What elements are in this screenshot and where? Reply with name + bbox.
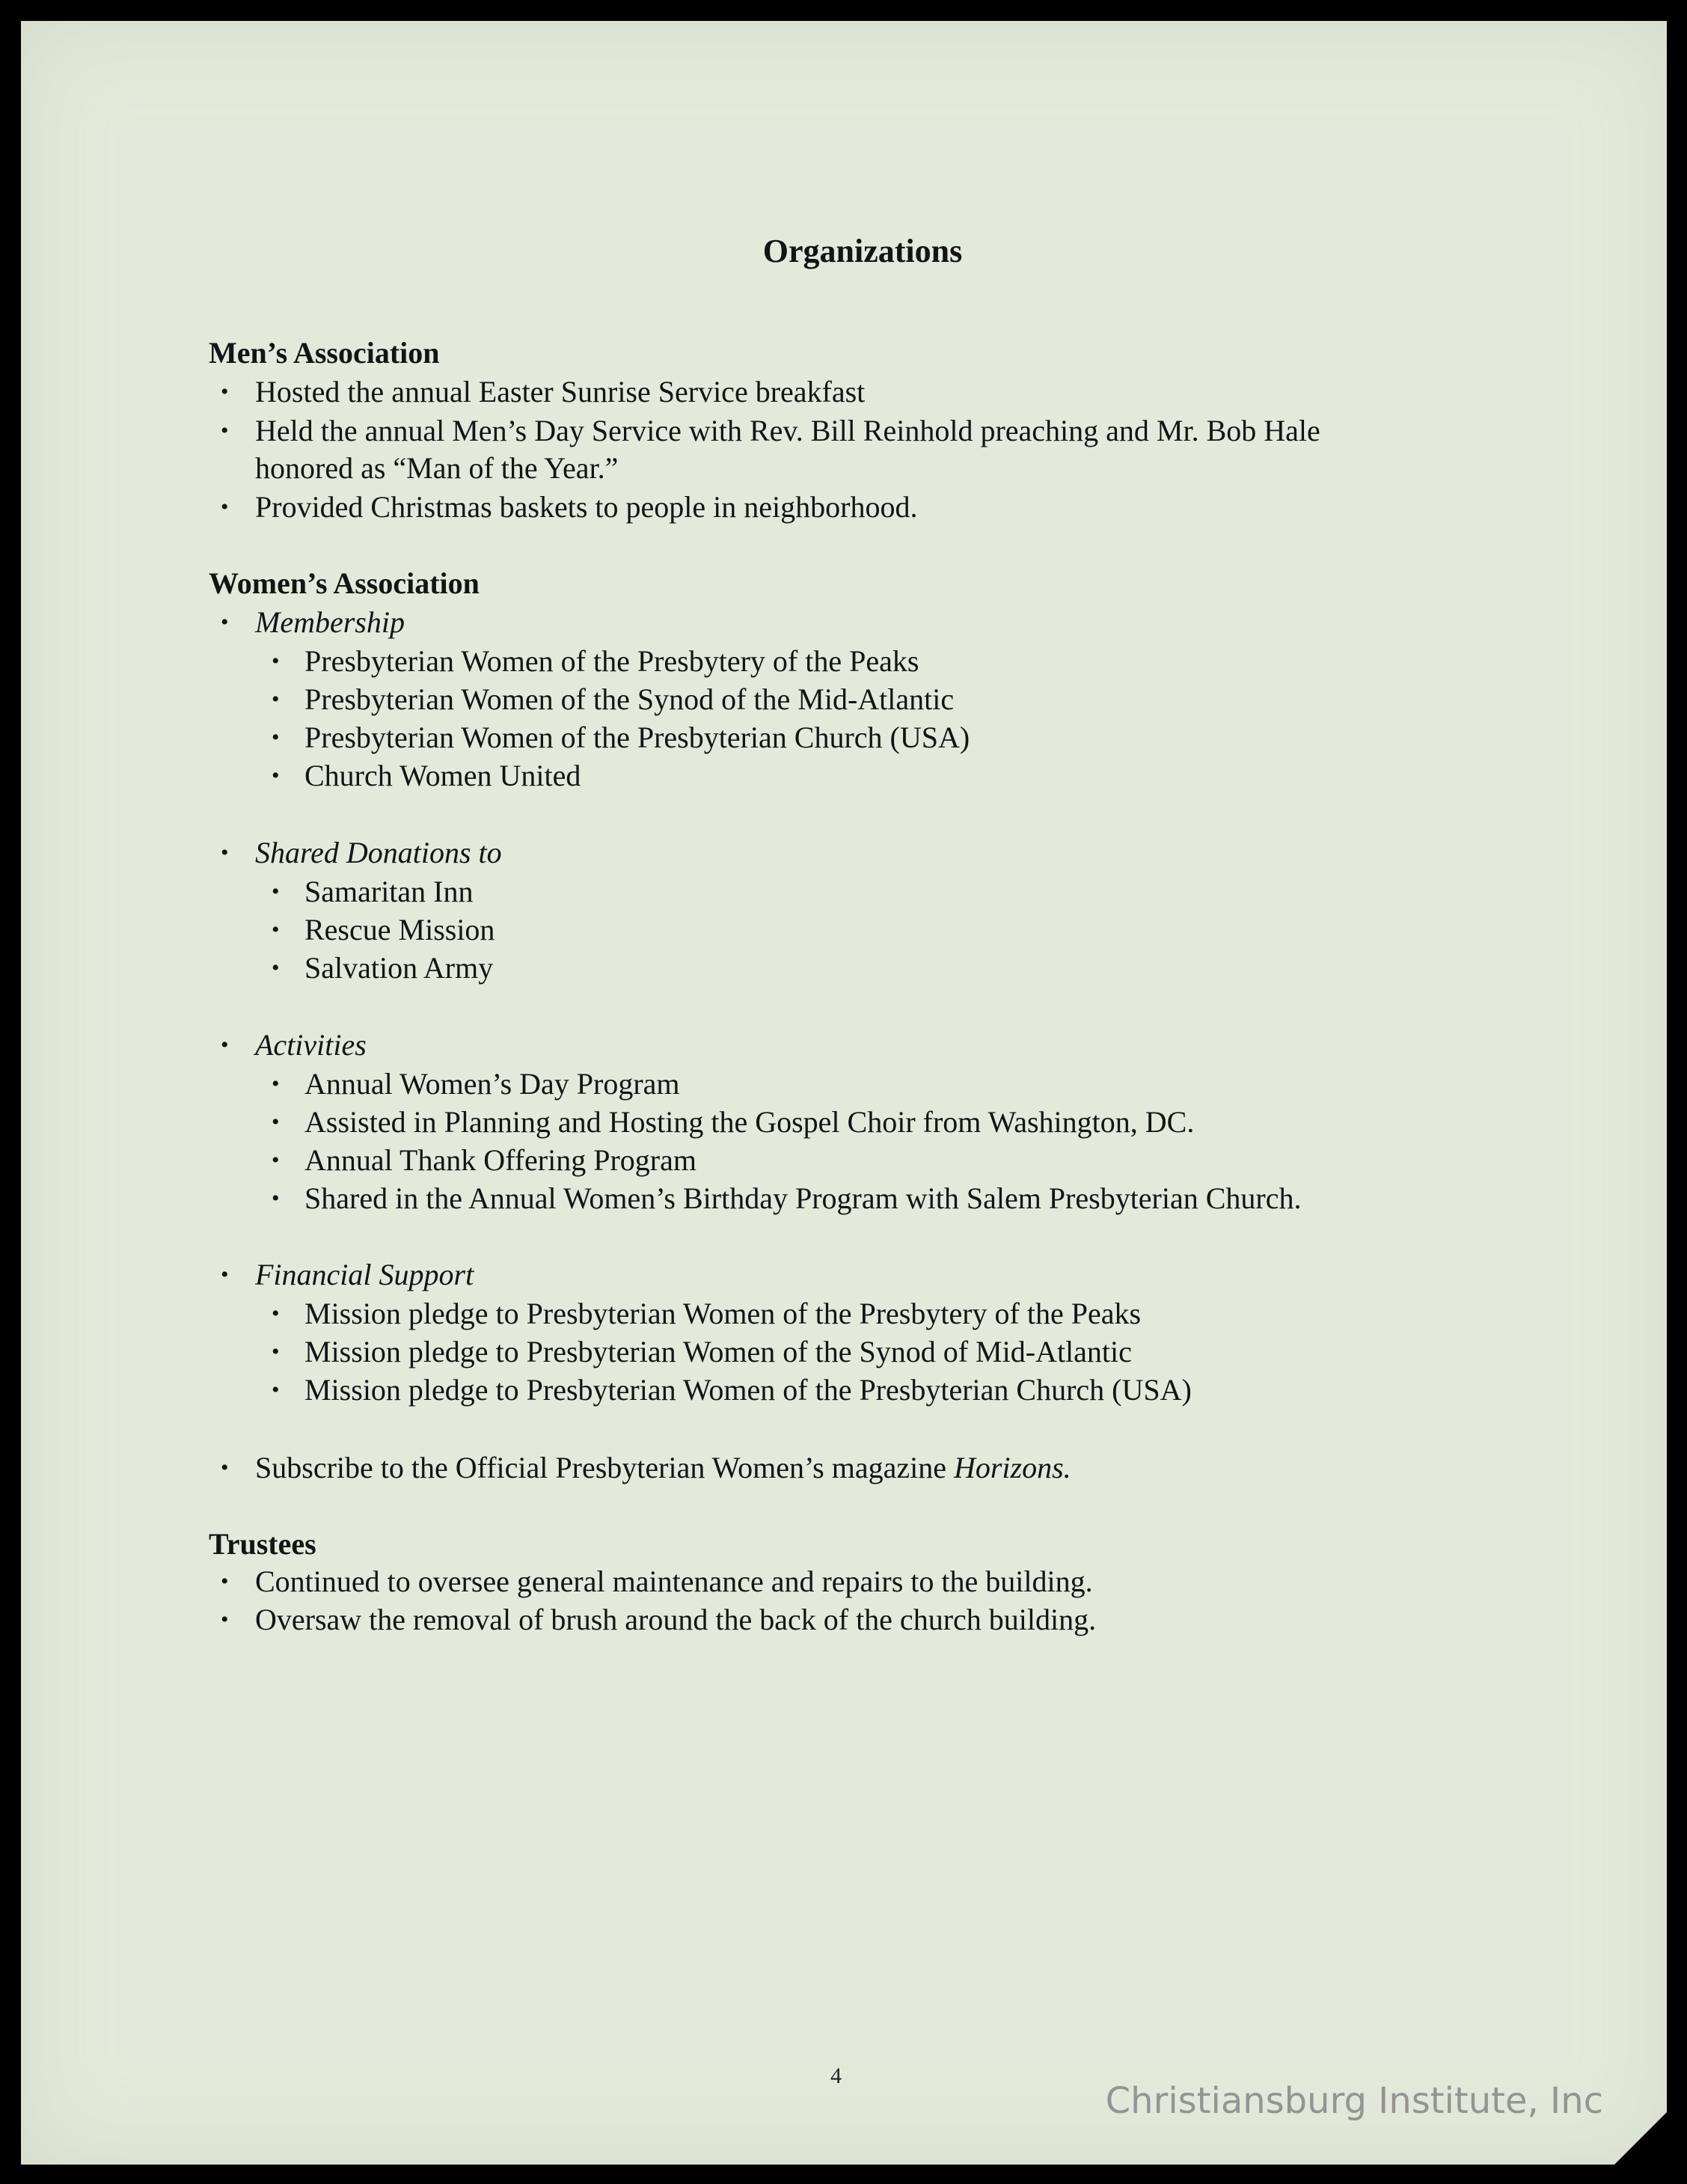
- financial-item: Mission pledge to Presbyterian Women of the Synod of Mid-Atlantic: [304, 1335, 1132, 1368]
- bullet-icon: •: [272, 1186, 280, 1211]
- bullet-icon: •: [221, 1033, 229, 1057]
- bullet-icon: •: [221, 840, 229, 865]
- bullet-icon: •: [221, 495, 229, 519]
- bullet-icon: •: [272, 917, 280, 942]
- bullet-icon: •: [221, 610, 229, 634]
- bullet-icon: •: [272, 649, 280, 673]
- bullet-icon: •: [272, 955, 280, 980]
- bullet-icon: •: [272, 1148, 280, 1172]
- bullet-icon: •: [272, 1301, 280, 1326]
- page-corner: [1614, 2112, 1667, 2165]
- bullet-icon: •: [272, 1071, 280, 1096]
- activity-item: Shared in the Annual Women’s Birthday Program with Salem Presbyterian Church.: [304, 1181, 1302, 1215]
- trustees-heading: Trustees: [209, 1527, 316, 1561]
- mens-item-1: Hosted the annual Easter Sunrise Service breakfast: [255, 375, 866, 409]
- document-page: [21, 21, 1667, 2165]
- bullet-icon: •: [272, 1377, 280, 1402]
- donation-item: Samaritan Inn: [304, 875, 474, 908]
- membership-item: Presbyterian Women of the Synod of the Mid-Atlantic: [304, 682, 955, 716]
- magazine-title: Horizons.: [953, 1451, 1071, 1484]
- bullet-icon: •: [221, 1607, 229, 1632]
- bullet-icon: •: [221, 379, 229, 404]
- trustees-item: Continued to oversee general maintenance and repairs to the building.: [255, 1564, 1093, 1598]
- bullet-icon: •: [272, 763, 280, 788]
- membership-item: Presbyterian Women of the Presbytery of the Peaks: [304, 644, 919, 678]
- financial-item: Mission pledge to Presbyterian Women of the Presbyterian Church (USA): [304, 1373, 1192, 1407]
- activity-item: Assisted in Planning and Hosting the Gospel Choir from Washington, DC.: [304, 1105, 1195, 1139]
- mens-item-3: Provided Christmas baskets to people in neighborhood.: [255, 490, 918, 524]
- financial-item: Mission pledge to Presbyterian Women of the Presbytery of the Peaks: [304, 1297, 1142, 1330]
- bullet-icon: •: [221, 1455, 229, 1480]
- donations-label: Shared Donations to: [255, 836, 502, 869]
- mens-item-2-continued: honored as “Man of the Year.”: [255, 451, 619, 485]
- womens-association-heading: Women’s Association: [209, 566, 480, 600]
- donation-item: Rescue Mission: [304, 913, 495, 946]
- mens-item-2: Held the annual Men’s Day Service with Rev. Bill Reinhold preaching and Mr. Bob Hale: [255, 414, 1320, 447]
- subscribe-text: Subscribe to the Official Presbyterian Women’s magazine: [255, 1451, 954, 1484]
- activities-label: Activities: [255, 1028, 367, 1062]
- page-title: Organizations: [762, 233, 963, 269]
- bullet-icon: •: [272, 1110, 280, 1134]
- bullet-icon: •: [272, 725, 280, 750]
- financial-label: Financial Support: [255, 1258, 474, 1291]
- bullet-icon: •: [221, 1262, 229, 1287]
- bullet-icon: •: [221, 418, 229, 443]
- subscribe-item: [255, 1450, 1071, 1486]
- donation-item: Salvation Army: [304, 951, 494, 985]
- page-number: 4: [830, 2064, 842, 2088]
- membership-item: Presbyterian Women of the Presbyterian Church (USA): [304, 721, 970, 754]
- activity-item: Annual Thank Offering Program: [304, 1143, 696, 1177]
- bullet-icon: •: [272, 1339, 280, 1364]
- membership-item: Church Women United: [304, 759, 581, 792]
- watermark: Christiansburg Institute, Inc: [1105, 2080, 1603, 2122]
- bullet-icon: •: [221, 1569, 229, 1594]
- bullet-icon: •: [272, 879, 280, 904]
- membership-label: Membership: [255, 605, 405, 639]
- trustees-item: Oversaw the removal of brush around the back of the church building.: [255, 1603, 1097, 1636]
- bullet-icon: •: [272, 687, 280, 712]
- activity-item: Annual Women’s Day Program: [304, 1067, 680, 1101]
- mens-association-heading: Men’s Association: [209, 336, 440, 370]
